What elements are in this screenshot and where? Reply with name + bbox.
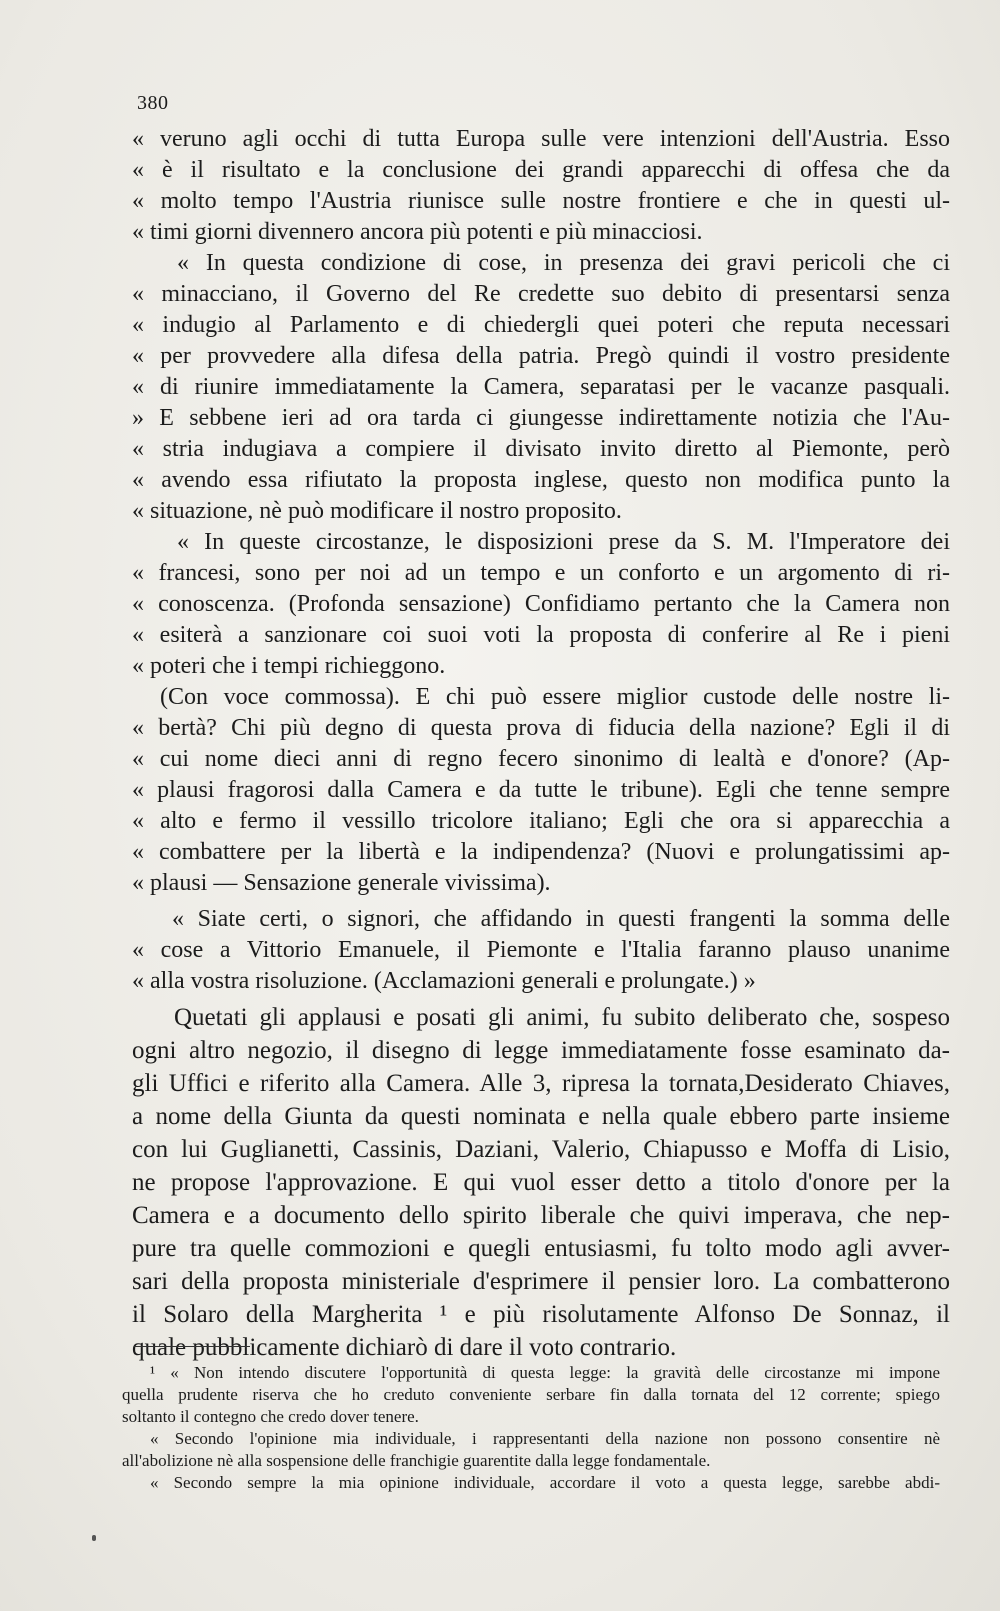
footnotes xyxy=(122,1362,940,1494)
text-line: « alto e fermo il vessillo tricolore italiano; Egli che ora si apparecchia a xyxy=(132,808,950,834)
text-line: « indugio al Parlamento e di chiedergli quei poteri che reputa necessari xyxy=(132,312,950,338)
text-line: « esiterà a sanzionare coi suoi voti la proposta di conferire al Re i pieni xyxy=(132,622,950,648)
text-line: « stria indugiava a compiere il divisato invito diretto al Piemonte, però xyxy=(132,436,950,462)
ink-speck xyxy=(92,1535,96,1541)
text-line: ne propose l'approvazione. E qui vuol esser detto a titolo d'onore per la xyxy=(132,1169,950,1196)
text-line: pure tra quelle commozioni e quegli entusiasmi, fu tolto modo agli avver- xyxy=(132,1235,950,1262)
text-line: « combattere per la libertà e la indipendenza? (Nuovi e prolungatissimi ap- xyxy=(132,839,950,865)
text-line: ogni altro negozio, il disegno di legge immediatamente fosse esaminato da- xyxy=(132,1037,950,1064)
footnote-line: soltanto il contegno che credo dover tenere. xyxy=(122,1407,419,1426)
text-line: « molto tempo l'Austria riunisce sulle nostre frontiere e che in questi ul- xyxy=(132,188,950,214)
footnote-line: « Secondo l'opinione mia individuale, i rappresentanti della nazione non possono consentire nè xyxy=(150,1429,940,1448)
text-line: « minacciano, il Governo del Re credette suo debito di presentarsi senza xyxy=(132,281,950,307)
text-line: quale pubblicamente dichiarò di dare il voto contrario. xyxy=(132,1334,677,1361)
text-line: Quetati gli applausi e posati gli animi, fu subito deliberato che, sospeso xyxy=(174,1004,950,1031)
body-text xyxy=(132,124,950,1364)
page-number: 380 xyxy=(137,92,169,114)
text-line: « francesi, sono per noi ad un tempo e un conforto e un argomento di ri- xyxy=(132,560,950,586)
text-line: « veruno agli occhi di tutta Europa sulle vere intenzioni dell'Austria. Esso xyxy=(132,126,950,152)
text-line: « situazione, nè può modificare il nostro proposito. xyxy=(132,498,622,524)
text-line: « cui nome dieci anni di regno fecero sinonimo di lealtà e d'onore? (Ap- xyxy=(132,746,950,772)
text-line: « poteri che i tempi richieggono. xyxy=(132,653,446,679)
text-line: il Solaro della Margherita ¹ e più risolutamente Alfonso De Sonnaz, il xyxy=(132,1301,950,1328)
text-line: « plausi fragorosi dalla Camera e da tutte le tribune). Egli che tenne sempre xyxy=(132,777,950,803)
footnote-line: ¹ « Non intendo discutere l'opportunità di questa legge: la gravità delle circostanze mi impone xyxy=(150,1363,940,1382)
text-line: « Siate certi, o signori, che affidando in questi frangenti la somma delle xyxy=(172,906,950,932)
text-line: » E sebbene ieri ad ora tarda ci giungesse indirettamente notizia che l'Au- xyxy=(132,405,950,431)
text-line: sari della proposta ministeriale d'esprimere il pensier loro. La combatterono xyxy=(132,1268,950,1295)
footnote-line: « Secondo sempre la mia opinione individuale, accordare il voto a questa legge, sarebbe abdi- xyxy=(150,1473,940,1492)
quoted-speech xyxy=(132,124,950,997)
text-line: gli Uffici e riferito alla Camera. Alle 3, ripresa la tornata,Desiderato Chiaves, xyxy=(132,1070,950,1097)
narrative-paragraph xyxy=(132,1001,950,1364)
text-line: (Con voce commossa). E chi può essere miglior custode delle nostre li- xyxy=(160,684,950,710)
text-line: « In queste circostanze, le disposizioni prese da S. M. l'Imperatore dei xyxy=(177,529,950,555)
footnote-line: quella prudente riserva che ho creduto conveniente serbare fin dalla tornata del 12 corrente; spiego xyxy=(122,1385,940,1404)
text-line: « conoscenza. (Profonda sensazione) Confidiamo pertanto che la Camera non xyxy=(132,591,950,617)
text-line: « cose a Vittorio Emanuele, il Piemonte e l'Italia faranno plauso unanime xyxy=(132,937,950,963)
text-line: « plausi — Sensazione generale vivissima). xyxy=(132,870,551,896)
text-line: « per provvedere alla difesa della patria. Pregò quindi il vostro presidente xyxy=(132,343,950,369)
text-line: « avendo essa rifiutato la proposta inglese, questo non modifica punto la xyxy=(132,467,950,493)
text-line: « timi giorni divennero ancora più potenti e più minacciosi. xyxy=(132,219,703,245)
text-line: « In questa condizione di cose, in presenza dei gravi pericoli che ci xyxy=(177,250,950,276)
text-line: « alla vostra risoluzione. (Acclamazioni generali e prolungate.) » xyxy=(132,968,756,994)
text-line: « è il risultato e la conclusione dei grandi apparecchi di offesa che da xyxy=(132,157,950,183)
footnote-separator xyxy=(134,1346,250,1347)
text-line: con lui Guglianetti, Cassinis, Daziani, Valerio, Chiapusso e Moffa di Lisio, xyxy=(132,1136,950,1163)
text-line: Camera e a documento dello spirito liberale che quivi imperava, che nep- xyxy=(132,1202,950,1229)
text-line: « di riunire immediatamente la Camera, separatasi per le vacanze pasquali. xyxy=(132,374,950,400)
footnote-line: all'abolizione nè alla sospensione delle franchigie guarentite dalla legge fondamentale. xyxy=(122,1451,711,1470)
text-line: a nome della Giunta da questi nominata e nella quale ebbero parte insieme xyxy=(132,1103,950,1130)
text-line: « bertà? Chi più degno di questa prova di fiducia della nazione? Egli il di xyxy=(132,715,950,741)
